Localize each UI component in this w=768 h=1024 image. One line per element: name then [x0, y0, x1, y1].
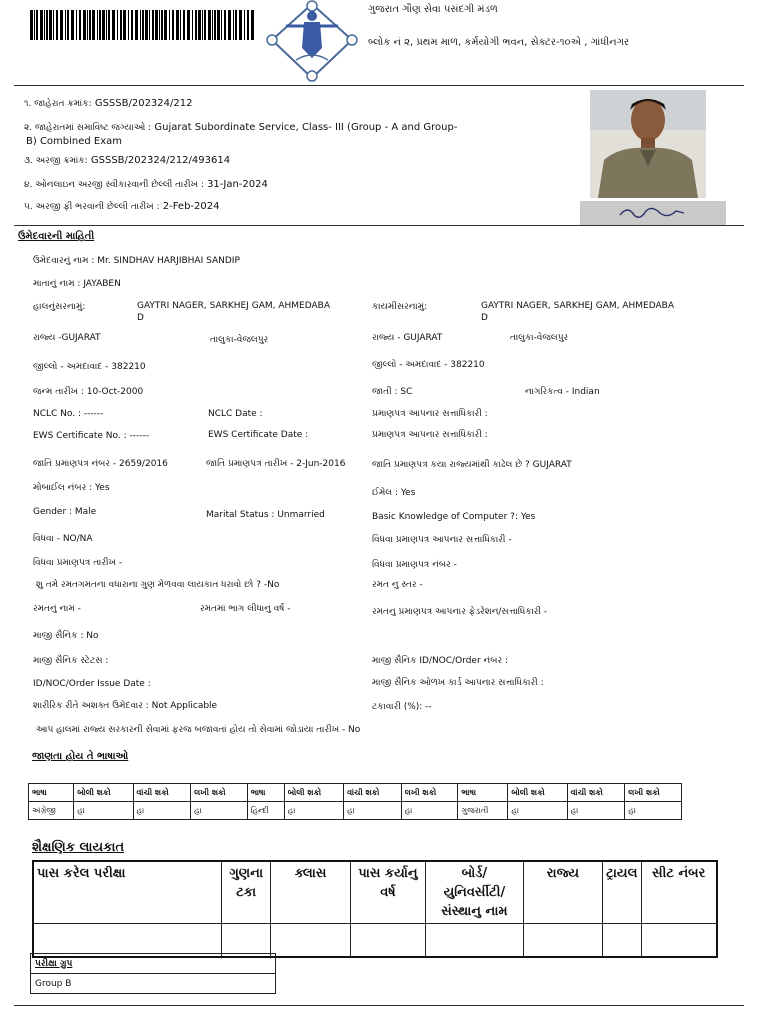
barcode	[30, 10, 256, 44]
lang-cell: હા	[344, 802, 402, 820]
education-title: શૈક્ષણિક લાયકાત	[32, 840, 125, 855]
info-divider	[14, 225, 744, 226]
edu-header: પાસ કરેલ પરીક્ષા	[33, 861, 222, 924]
education-table	[32, 860, 718, 958]
languages-table	[28, 783, 682, 820]
sport-year: રમતમાં ભાગ લીધાનુ વર્ષ -	[200, 604, 291, 614]
edu-header: રાજ્ય	[523, 861, 602, 924]
taluka-current: તાલુકા-વેજલપુર	[210, 335, 269, 345]
exam-group-table	[30, 953, 276, 994]
lang-header: ભાષા	[29, 784, 74, 802]
header-divider	[14, 85, 744, 86]
caste-cert-state: જાતિ પ્રમાણપત્ર કયા રાજ્યમાંથી કાઢેલ છે ? GUJARAT	[372, 460, 572, 470]
sport-name: રમતનું નામ -	[33, 604, 81, 614]
state-permanent: રાજ્ય - GUJARAT	[372, 333, 443, 343]
lang-header: લખી શકો	[625, 784, 682, 802]
ex-army-status: માજી સૈનિક સ્ટેટસ :	[33, 656, 109, 666]
lang-header: ભાષા	[458, 784, 508, 802]
email: ઈમેલ : Yes	[372, 488, 416, 498]
candidate-photo	[590, 90, 706, 198]
lang-header: લખી શકો	[401, 784, 458, 802]
application-number: ૩. અરજી ક્રમાંક: GSSSB/202324/212/493614	[24, 155, 231, 166]
ews-date: EWS Certificate Date :	[208, 430, 309, 440]
district-current: જીલ્લો - અમદાવાદ - 382210	[33, 362, 146, 372]
current-address-line2: D	[137, 313, 144, 323]
languages-header-row	[29, 784, 682, 802]
advert-number: ૧. જાહેરાત ક્રમાંક: GSSSB/202324/212	[24, 98, 193, 109]
lang-header: વાંચી શકો	[133, 784, 191, 802]
lang-header: વાંચી શકો	[567, 784, 625, 802]
nclc-date: NCLC Date :	[208, 409, 263, 419]
edu-header: પાસ કર્યાનુ વર્ષ	[350, 861, 425, 924]
lang-cell: હા	[625, 802, 682, 820]
exam-group-header: પરીક્ષા ગ્રુપ	[31, 954, 276, 974]
org-address: બ્લોક નં ૨, પ્રથમ માળ, કર્મયોગી ભવન, સેક્ટર-૧૦એ , ગાંધીનગર	[368, 37, 630, 48]
edu-cell	[271, 924, 350, 958]
caste-cert-date: જાતિ પ્રમાણપત્ર તારીખ - 2-Jun-2016	[206, 459, 346, 469]
lang-cell: હા	[567, 802, 625, 820]
edu-cell	[33, 924, 222, 958]
date-of-birth: જન્મ તારીખ : 10-Oct-2000	[33, 387, 144, 397]
nclc-number: NCLC No. : ------	[33, 409, 104, 419]
marital-status: Marital Status : Unmarried	[206, 510, 325, 520]
lang-header: બોલી શકો	[74, 784, 133, 802]
gsssb-logo	[266, 0, 358, 86]
last-apply-date: ૪. ઓનલાઇન અરજી સ્વીકારવાની છેલ્લી તારીખ : 31-Jan-2024	[24, 179, 268, 190]
education-header-row	[33, 861, 717, 924]
lang-cell: હા	[191, 802, 248, 820]
lang-cell: હિન્દી	[247, 802, 284, 820]
permanent-address-line2: D	[481, 313, 488, 323]
edu-cell	[350, 924, 425, 958]
sport-cert-officer: રમતનુ પ્રમાણપત્ર આપનાર ફેડરેશન/સત્તાધિકારી -	[372, 607, 548, 617]
edu-header: ટ્રાયલ	[603, 861, 641, 924]
ex-army: માજી સૈનિક : No	[33, 631, 99, 641]
edu-cell	[426, 924, 524, 958]
lang-header: બોલી શકો	[284, 784, 343, 802]
org-name: ગુજરાત ગૌણ સેવા પસંદગી મંડળ	[368, 4, 498, 15]
lang-header: લખી શકો	[191, 784, 248, 802]
state-current: રાજ્ય -GUJARAT	[33, 333, 101, 343]
current-address-label: હાલનુંસરનામું:	[33, 302, 86, 312]
footer-divider	[14, 1005, 744, 1006]
lang-cell: હા	[133, 802, 191, 820]
taluka-permanent: તાલુકા-વેજલપુર	[510, 333, 569, 343]
lang-cell: હા	[401, 802, 458, 820]
permanent-address-line1: GAYTRI NAGER, SARKHEJ GAM, AHMEDABA	[481, 301, 674, 311]
disability: શારીરિક રીતે અશક્ત ઉમેદવાર : Not Applicable	[33, 701, 218, 711]
edu-header: બોર્ડ/ યુનિવર્સીટી/ સંસ્થાનુ નામ	[426, 861, 524, 924]
languages-title: જાણતા હોય તે ભાષાઓ	[32, 751, 129, 762]
candidate-section-title: ઉમેદવારની માહિતી	[18, 231, 95, 242]
languages-row	[29, 802, 682, 820]
edu-header: સીટ નંબર	[641, 861, 717, 924]
sports-question: શુ તમે રમતગમતના વધારાના ગુણ મેળવવા લાયકાત ધરાવો છો ? -No	[36, 580, 280, 590]
lang-cell: હા	[74, 802, 133, 820]
caste-cert-number: જાતિ પ્રમાણપત્ર નંબર - 2659/2016	[33, 459, 168, 469]
computer-knowledge: Basic Knowledge of Computer ?: Yes	[372, 512, 536, 522]
lang-cell: હા	[508, 802, 567, 820]
lang-header: ભાષા	[247, 784, 284, 802]
govt-service-date: આપ હાલમાં રાજ્ય સરકારની સેવામાં ફરજ બજાવતાં હોય તો સેવામાં જોડાયા તારીખ - No	[36, 725, 361, 735]
district-permanent: જીલ્લો - અમદાવાદ - 382210	[372, 360, 485, 370]
nationality: નાગરિકત્વ - Indian	[525, 387, 600, 397]
mother-name: માતાનું નામ : JAYABEN	[33, 279, 121, 289]
candidate-signature	[580, 201, 726, 225]
ews-number: EWS Certificate No. : ------	[33, 431, 149, 441]
edu-cell	[523, 924, 602, 958]
lang-cell: ગુજરાતી	[458, 802, 508, 820]
current-address-line1: GAYTRI NAGER, SARKHEJ GAM, AHMEDABA	[137, 301, 330, 311]
widow-cert-date: વિધવા પ્રમાણપત્ર તારીખ -	[33, 558, 123, 568]
last-fee-date: ૫. અરજી ફી ભરવાની છેલ્લી તારીખ : 2-Feb-2024	[24, 201, 220, 212]
edu-cell	[222, 924, 271, 958]
lang-cell: અંગ્રેજી	[29, 802, 74, 820]
widow-cert-number: વિધવા પ્રમાણપત્ર નંબર -	[372, 560, 457, 570]
widow: વિધવા - NO/NA	[33, 534, 93, 544]
edu-header: ગુણના ટકા	[222, 861, 271, 924]
disability-percent: ટકાવારી (%): --	[372, 702, 432, 712]
advert-posts: ૨. જાહેરાતમાં સમાવિષ્ટ જગ્યાઓ : Gujarat Subordinate Service, Class- III (Group - A and Group-	[24, 122, 458, 133]
education-row	[33, 924, 717, 958]
mobile: મોબાઈલ નંબર : Yes	[33, 483, 110, 493]
lang-cell: હા	[284, 802, 343, 820]
candidate-name: ઉમેદવારનું નામ : Mr. SINDHAV HARJIBHAI SANDIP	[33, 256, 240, 266]
ex-army-id: માજી સૈનિક ID/NOC/Order નંબર :	[372, 656, 509, 666]
advert-posts-cont: B) Combined Exam	[26, 136, 123, 147]
exam-group-value: Group B	[31, 974, 276, 994]
ex-army-officer: માજી સૈનિક ઓળખ કાર્ડ આપનાર સત્તાધિકારી :	[372, 678, 544, 688]
permanent-address-label: કાયમીસરનામું:	[372, 302, 428, 312]
id-issue-date: ID/NOC/Order Issue Date :	[33, 679, 151, 689]
edu-cell	[603, 924, 641, 958]
lang-header: વાંચી શકો	[344, 784, 402, 802]
widow-cert-officer: વિધવા પ્રમાણપત્ર આપનાર સત્તાધિકારી -	[372, 535, 512, 545]
ews-cert-officer: પ્રમાણપત્ર આપનાર સત્તાધિકારી :	[372, 430, 488, 440]
sports-level: રમત નુ સ્તર -	[372, 580, 423, 590]
nclc-cert-officer: પ્રમાણપત્ર આપનાર સત્તાધિકારી :	[372, 409, 488, 419]
lang-header: બોલી શકો	[508, 784, 567, 802]
edu-header: ક્લાસ	[271, 861, 350, 924]
edu-cell	[641, 924, 717, 958]
gender: Gender : Male	[33, 507, 97, 517]
caste: જાતી : SC	[372, 387, 413, 397]
